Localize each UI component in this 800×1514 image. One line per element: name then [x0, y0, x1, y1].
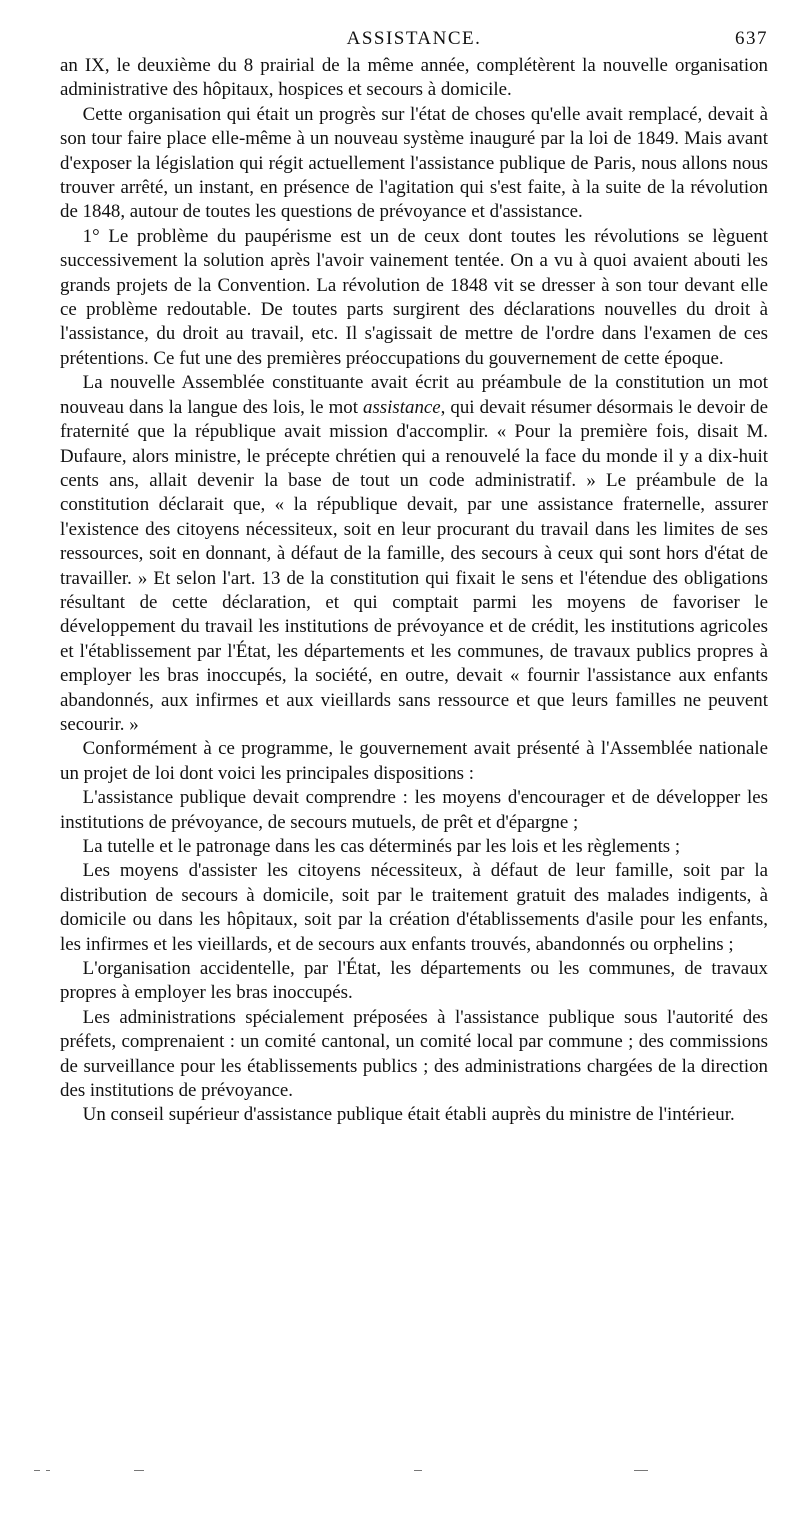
paragraph-6: L'assistance publique devait comprendre : les moyens d'encourager et de développer les institutions de prévoyance, de secours mutuels, de prêt et d'épargne ; — [60, 787, 768, 833]
speck — [414, 1470, 422, 1471]
paragraph-10: Les administrations spécialement préposées à l'assistance publique sous l'autorité des préfets, comprenaient : un comité cantonal, un comité local par commune ; des commissions de surveillance pour les établissements publics ; des administrations chargées de la direction des institutions de prévoyance. — [60, 1006, 768, 1102]
body-text — [60, 54, 768, 1128]
paragraph-11: Un conseil supérieur d'assistance publique était établi auprès du ministre de l'intérieur. — [82, 1104, 735, 1126]
paragraph-4: La nouvelle Assemblée constituante avait écrit au préambule de la constitution un mot nouveau dans la langue des lois, le mot assistance, qui devait résumer désormais le devoir de fraternité que la république avait mission d'accomplir. « Pour la première fois, disait M. Dufaure, alors ministre, le précepte chrétien qui a renouvelé la face du monde il y a dix-huit cents ans, allait devenir la base de tout un code administratif. » Le préambule de la constitution déclarait que, « la république devait, par une assistance fraternelle, assurer l'existence des citoyens nécessiteux, soit en leur procurant du travail dans les limites de ses ressources, soit en donnant, à défaut de la famille, des secours à ceux qui sont hors d'état de travailler. » Et selon l'art. 13 de la constitution qui fixait le sens et l'étendue des obligations résultant de cette déclaration, et qui comptait parmi les moyens de favoriser le développement du travail les institutions de prévoyance et de crédit, les institutions agricoles et l'établissement par l'État, les départements et les communes, de travaux publics propres à employer les bras inoccupés, la société, en outre, devait « fournir l'assistance aux enfants abandonnés, aux infirmes et aux vieillards sans ressource et que leurs familles ne peuvent secourir. » — [60, 372, 768, 735]
running-title: ASSISTANCE. — [346, 28, 482, 49]
page-number: 637 — [735, 28, 768, 49]
speck — [46, 1470, 50, 1471]
speck — [34, 1470, 40, 1471]
paragraph-5: Conformément à ce programme, le gouvernement avait présenté à l'Assemblée nationale un projet de loi dont voici les principales dispositions : — [60, 738, 768, 784]
paragraph-3: 1° Le problème du paupérisme est un de ceux dont toutes les révolutions se lèguent successivement la solution après l'avoir vainement tentée. On a vu à quoi avaient abouti les grands projets de la Convention. La révolution de 1848 vit se dresser à son tour devant elle ce problème redoutable. De toutes parts surgirent des déclarations nouvelles du droit à l'assistance, du droit au travail, etc. Il s'agissait de mettre de l'ordre dans l'examen de ces prétentions. Ce fut une des premières préoccupations du gouvernement de cette époque. — [60, 225, 768, 369]
paragraph-9: L'organisation accidentelle, par l'État, les départements ou les communes, de travaux propres à employer les bras inoccupés. — [60, 958, 768, 1004]
speck — [134, 1470, 144, 1471]
speck — [634, 1470, 648, 1471]
paragraph-7: La tutelle et le patronage dans les cas déterminés par les lois et les règlements ; — [82, 836, 681, 857]
paragraph-8: Les moyens d'assister les citoyens nécessiteux, à défaut de leur famille, soit par la distribution de secours à domicile, soit par le traitement gratuit des malades indigents, à domicile ou dans les hôpitaux, soit par la création d'établissements d'asile pour les enfants, les infirmes et les vieillards, et de secours aux enfants trouvés, abandonnés ou orphelins ; — [60, 860, 768, 955]
book-page — [60, 28, 768, 1128]
paragraph-1: an IX, le deuxième du 8 prairial de la même année, complétèrent la nouvelle organisation administrative des hôpitaux, hospices et secours à domicile. — [60, 55, 768, 101]
scan-specks — [34, 1470, 754, 1478]
paragraph-2: Cette organisation qui était un progrès sur l'état de choses qu'elle avait remplacé, devait à son tour faire place elle-même à un nouveau système inauguré par la loi de 1849. Mais avant d'exposer la législation qui régit actuellement l'assistance publique de Paris, nous allons nous trouver arrêté, un instant, en présence de l'agitation qui s'est faite, à la suite de la révolution de 1848, autour de toutes les questions de prévoyance et d'assistance. — [60, 103, 768, 223]
running-header — [60, 28, 768, 54]
